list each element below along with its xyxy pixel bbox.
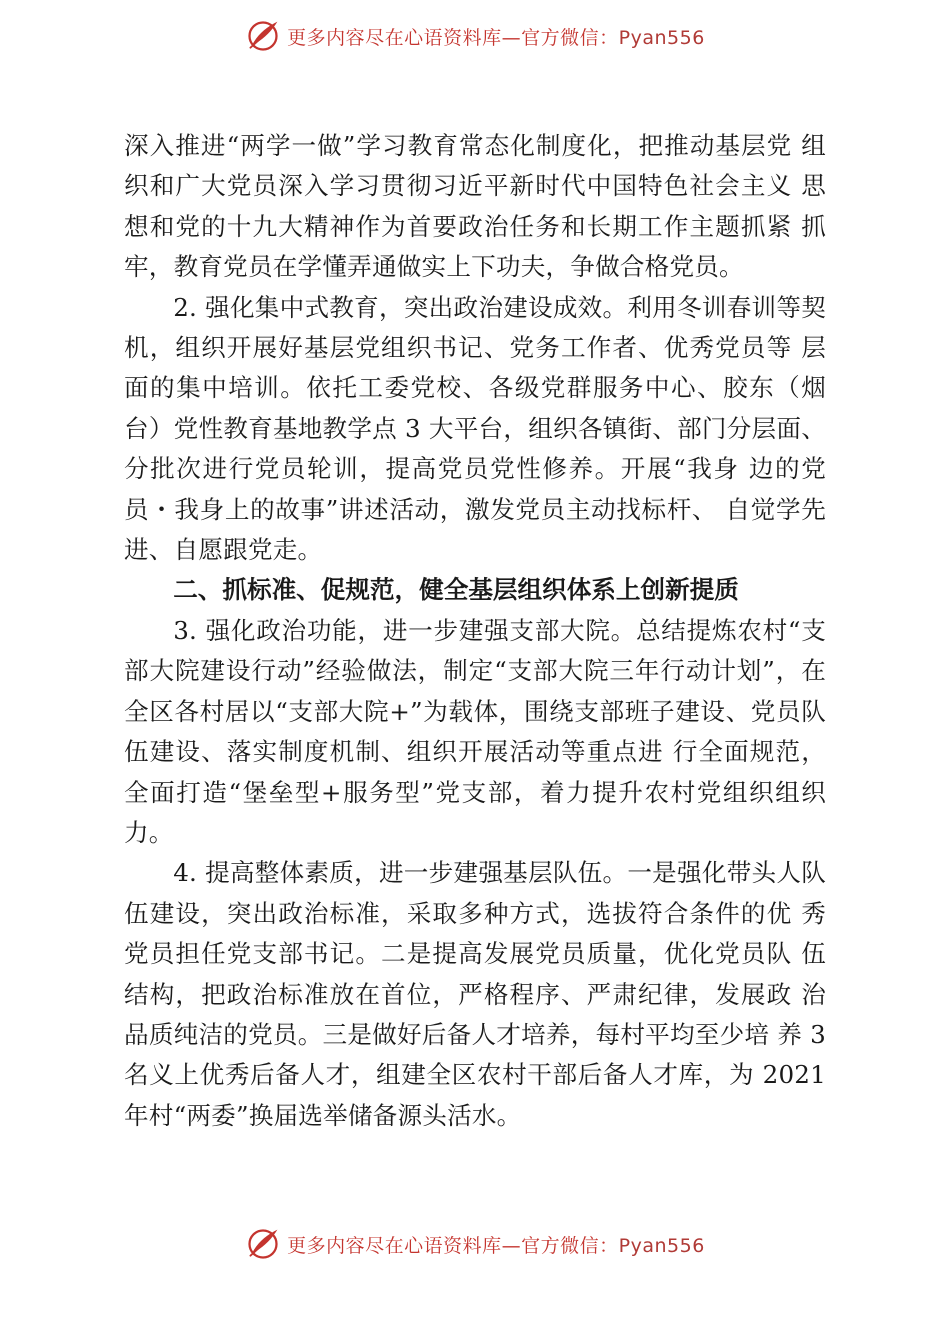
- wechat-account: Pyan556: [618, 26, 705, 49]
- paragraph-3: 3. 强化政治功能，进一步建强支部大院。总结提炼农村“支部大院建设行动”经验做法，制定“支部大院三年行动计划”，在全区各村居以“支部大院+”为载体，围绕支部班子建设、党员队伍建设、落实制度机制、组织开展活动等重点进 行全面规范，全面打造“堡垒型+服务型”党支部，着力提升农村党组织组织力。: [124, 615, 826, 847]
- paragraph-1: 深入推进“两学一做”学习教育常态化制度化，把推动基层党 组织和广大党员深入学习贯彻习近平新时代中国特色社会主义 思想和党的十九大精神作为首要政治任务和长期工作主题抓紧 抓牢，教育党员在学懂弄通做实上下功夫，争做合格党员。: [124, 131, 826, 282]
- banner-text: 更多内容尽在心语资料库—官方微信：Pyan556: [287, 1234, 705, 1257]
- section-heading: 二、抓标准、促规范，健全基层组织体系上创新提质: [173, 575, 739, 605]
- feather-pen-logo-icon: [245, 18, 281, 54]
- wechat-account: Pyan556: [618, 1234, 705, 1257]
- document-body: [124, 126, 826, 1136]
- paragraph-2: 2. 强化集中式教育，突出政治建设成效。利用冬训春训等契机，组织开展好基层党组织书记、党务工作者、优秀党员等 层面的集中培训。依托工委党校、各级党群服务中心、胶东（烟台）党性教育基地教学点 3 大平台，组织各镇街、部门分层面、分批次进行党员轮训，提高党员党性修养。开展“我身 边的党员・我身上的故事”讲述活动，激发党员主动找标杆、 自觉学先进、自愿跟党走。: [124, 292, 826, 565]
- paragraph-4: 4. 提高整体素质，进一步建强基层队伍。一是强化带头人队伍建设，突出政治标准，采取多种方式，选拔符合条件的优 秀党员担任党支部书记。二是提高发展党员质量，优化党员队 伍结构，把政治标准放在首位，严格程序、严肃纪律，发展政 治品质纯洁的党员。三是做好后备人才培养，每村平均至少培 养 3 名义上优秀后备人才，组建全区农村干部后备人才库，为 2021 年村“两委”换届选举储备源头活水。: [124, 858, 826, 1130]
- banner-text: 更多内容尽在心语资料库—官方微信：Pyan556: [287, 26, 705, 49]
- header-banner: [0, 14, 950, 58]
- feather-pen-logo-icon: [245, 1226, 281, 1262]
- footer-banner: [0, 1222, 950, 1266]
